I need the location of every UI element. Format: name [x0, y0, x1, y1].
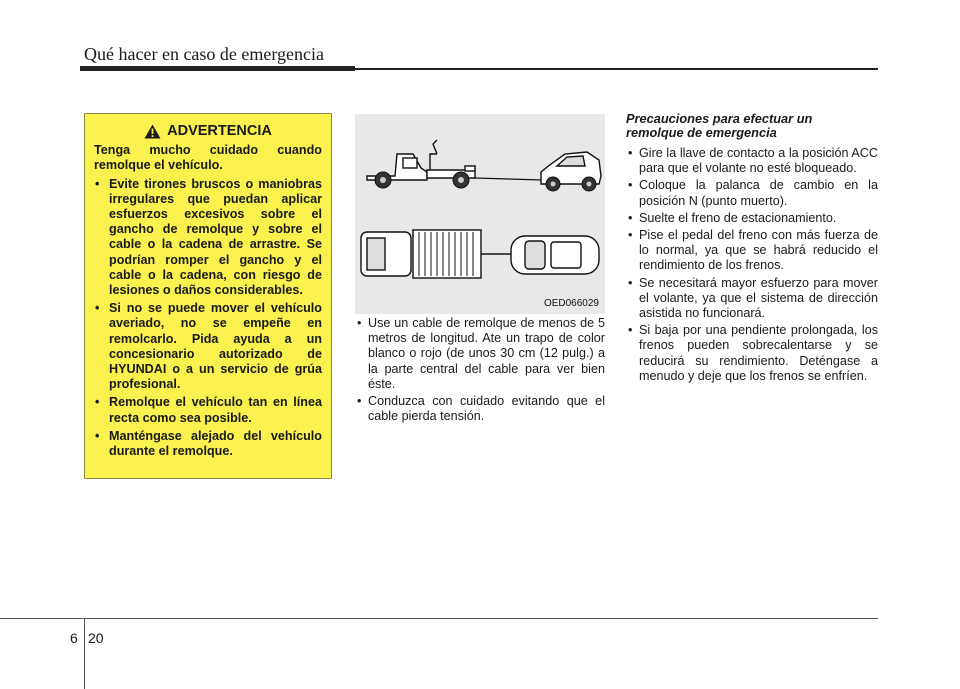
precautions-list	[626, 146, 878, 384]
page-number: 20	[88, 630, 104, 646]
list-item: • Gire la llave de contacto a la posición ACC para que el volante no esté bloqueado.	[626, 146, 878, 176]
warning-item: • Evite tirones bruscos o maniobras irregulares que puedan aplicar esfuerzos excesivos sobre el gancho de remolque y sobre el cable o la cadena de arrastre. Se podrían romper el gancho y el cable o la cadena, con riesgo de lesiones o daños considerables.	[94, 177, 322, 299]
list-item: • Suelte el freno de estacionamiento.	[626, 211, 878, 226]
footer-rule	[0, 618, 878, 619]
list-item: • Use un cable de remolque de menos de 5 metros de longitud. Ate un trapo de color blanco o rojo (de unos 30 cm (12 pulg.) a la parte central del cable para ver bien éste.	[355, 316, 605, 392]
list-item: • Conduzca con cuidado evitando que el cable pierda tensión.	[355, 394, 605, 424]
warning-heading	[94, 124, 322, 139]
warning-list	[94, 177, 322, 460]
warning-title: ADVERTENCIA	[167, 123, 272, 139]
list-item: • Si baja por una pendiente prolongada, los frenos pueden sobrecalentarse y se reducirá su rendimiento. Deténgase a menudo y deje que los frenos se enfríen.	[626, 323, 878, 384]
header-rule-thick	[80, 66, 355, 71]
towing-diagram-icon	[355, 114, 605, 314]
warning-item: • Si no se puede mover el vehículo averiado, no se empeñe en remolcarlo. Pida ayuda a un concesionario autorizado de HYUNDAI o a un servicio de grúa profesional.	[94, 301, 322, 392]
warning-box	[84, 113, 332, 479]
header-rule-thin	[355, 68, 878, 70]
list-item: • Se necesitará mayor esfuerzo para mover el volante, ya que el sistema de dirección asistida no funcionará.	[626, 276, 878, 322]
warning-item: • Remolque el vehículo tan en línea recta como sea posible.	[94, 395, 322, 425]
instruction-list	[355, 316, 605, 424]
list-item: • Coloque la palanca de cambio en la posición N (punto muerto).	[626, 178, 878, 208]
towing-illustration	[355, 114, 605, 314]
section-title: Precauciones para efectuar un remolque de emergencia	[626, 111, 813, 140]
page-header-title: Qué hacer en caso de emergencia	[84, 44, 325, 64]
precautions-section	[626, 112, 878, 386]
towing-instructions	[355, 316, 605, 426]
warning-intro: Tenga mucho cuidado cuando remolque el vehículo.	[94, 143, 322, 173]
warning-item: • Manténgase alejado del vehículo durante el remolque.	[94, 429, 322, 459]
illustration-code: OED066029	[543, 298, 599, 309]
chapter-number: 6	[70, 630, 78, 646]
warning-triangle-icon	[144, 124, 161, 139]
list-item: • Pise el pedal del freno con más fuerza de lo normal, ya que se habrá reducido el rendimiento de los frenos.	[626, 228, 878, 274]
footer-divider	[84, 618, 85, 689]
